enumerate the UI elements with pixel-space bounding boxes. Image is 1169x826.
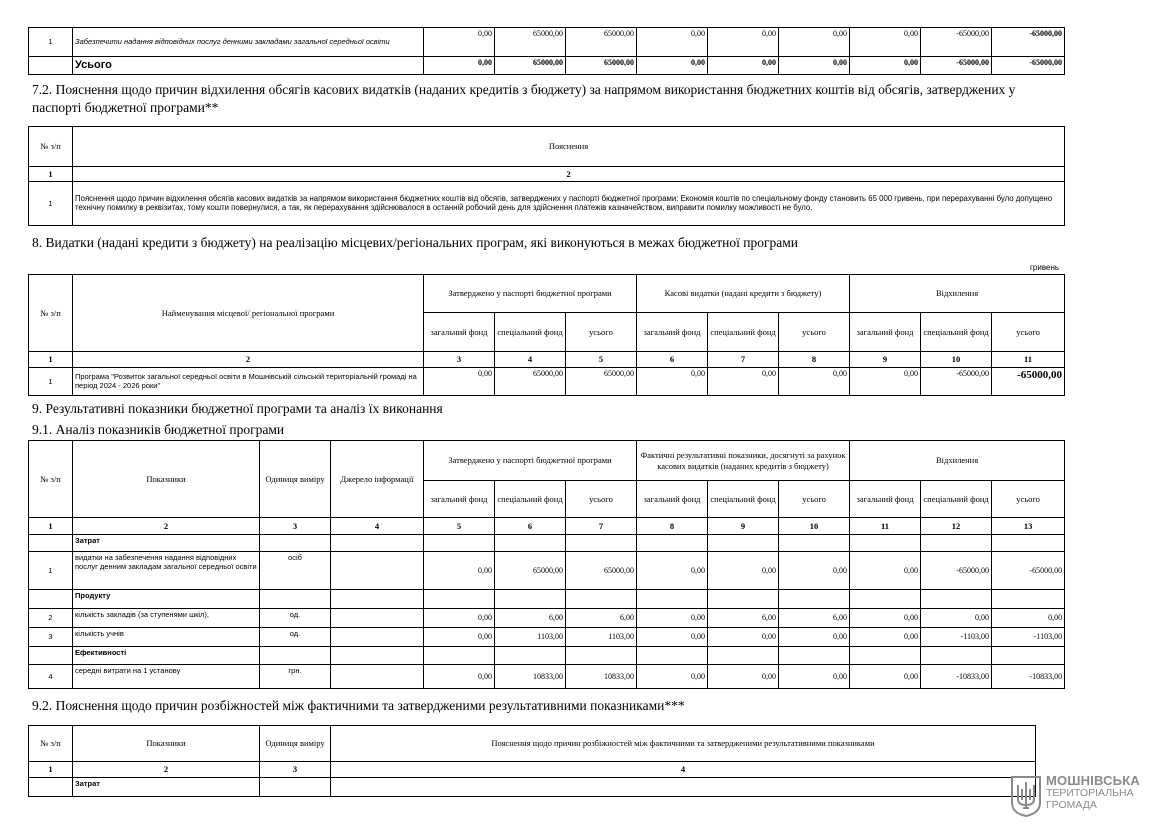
col-index: 8 <box>779 351 850 367</box>
value-cell: 0,00 <box>637 628 708 647</box>
col-indicators-header: Показники <box>73 726 260 762</box>
indicator-unit: осіб <box>260 552 331 590</box>
indicators-analysis-table <box>28 440 1065 689</box>
logo-line-2: ТЕРИТОРІАЛЬНА <box>1046 787 1134 799</box>
indicator-name: кількість закладів (за ступенями шкіл), <box>73 609 260 628</box>
section-9-heading: 9. Результативні показники бюджетної програми та аналіз їх виконання <box>32 401 443 416</box>
sub-general-fund: загальний фонд <box>424 481 495 518</box>
col-source-header: Джерело інформації <box>331 441 424 518</box>
col-index: 5 <box>566 351 637 367</box>
section-9-1-heading: 9.1. Аналіз показників бюджетної програми <box>32 422 285 437</box>
indicator-unit: грн. <box>260 665 331 689</box>
col-index: 5 <box>424 518 495 535</box>
discrepancy-explanation-table <box>28 725 1036 797</box>
value-cell: 0,00 <box>779 552 850 590</box>
col-index: 2 <box>73 518 260 535</box>
indicator-unit: од. <box>260 628 331 647</box>
total-cell: 0,00 <box>779 57 850 75</box>
total-cell: 65000,00 <box>566 57 637 75</box>
col-index: 3 <box>260 518 331 535</box>
value-cell: 65000,00 <box>495 367 566 395</box>
value-cell: 0,00 <box>850 552 921 590</box>
sub-total: усього <box>566 481 637 518</box>
total-cell: -65000,00 <box>992 57 1065 75</box>
sub-general-fund: загальний фонд <box>850 313 921 351</box>
top-summary-table <box>28 27 1065 75</box>
col-explanation-header: Пояснення <box>73 127 1065 167</box>
value-cell: 6,00 <box>495 609 566 628</box>
value-cell: 65000,00 <box>495 28 566 57</box>
cash-group-header: Касові видатки (надані кредити з бюджету) <box>637 275 850 313</box>
value-cell: 0,00 <box>921 609 992 628</box>
col-index: 2 <box>73 167 1065 181</box>
total-cell: 0,00 <box>850 57 921 75</box>
value-cell: 0,00 <box>850 367 921 395</box>
trident-emblem-icon <box>1010 775 1042 817</box>
table-row <box>29 609 1065 628</box>
value-cell: 0,00 <box>424 28 495 57</box>
value-cell: -1103,00 <box>992 628 1065 647</box>
deviation-group-header: Відхилення <box>850 441 1065 481</box>
value-cell: 0,00 <box>637 609 708 628</box>
value-cell: 0,00 <box>708 552 779 590</box>
value-cell: 0,00 <box>992 609 1065 628</box>
value-cell: 0,00 <box>850 628 921 647</box>
col-index: 11 <box>992 351 1065 367</box>
col-index: 8 <box>637 518 708 535</box>
value-cell: 6,00 <box>708 609 779 628</box>
total-cell: 0,00 <box>637 57 708 75</box>
total-cell: 0,00 <box>424 57 495 75</box>
value-cell: -65000,00 <box>921 28 992 57</box>
col-index: 12 <box>921 518 992 535</box>
category-product: Продукту <box>73 590 260 609</box>
value-cell: -10833,00 <box>992 665 1065 689</box>
col-index: 1 <box>29 351 73 367</box>
indicator-name: кількість учнів <box>73 628 260 647</box>
value-cell: 0,00 <box>779 28 850 57</box>
value-cell: 0,00 <box>708 665 779 689</box>
row-number: 1 <box>29 181 73 225</box>
category-costs: Затрат <box>73 777 260 796</box>
actual-group-header: Фактичні результативні показники, досягнуті за рахунок касових видатків (наданих кредитів з бюджету) <box>637 441 850 481</box>
col-index: 7 <box>708 351 779 367</box>
section-9-2-heading: 9.2. Пояснення щодо причин розбіжностей між фактичними та затвердженими результативними показниками*** <box>32 698 685 713</box>
value-cell: 65000,00 <box>566 552 637 590</box>
row-number: 3 <box>29 628 73 647</box>
value-cell: 1103,00 <box>495 628 566 647</box>
explanation-text: Пояснення щодо причин відхилення обсягів касових видатків за напрямом використання бюджетних коштів від обсягів, затверджених у паспорті бюджетної програми: Економія коштів по спеціальному фонду становить 65 000 гривень, при перерахуванні було допущено технічну помилку в реквізитах, тому кошти повернулися, а так, як перерахування здійснювалося в останній робочий день для здійснення платежів казначейством, виправити помилку можливості не було. <box>73 181 1065 225</box>
deviation-group-header: Відхилення <box>850 275 1065 313</box>
value-cell: 65000,00 <box>566 367 637 395</box>
sub-total: усього <box>779 481 850 518</box>
value-cell: -1103,00 <box>921 628 992 647</box>
col-index: 1 <box>29 518 73 535</box>
row-number: 1 <box>29 552 73 590</box>
col-number-header: № з/п <box>29 726 73 762</box>
value-cell: 0,00 <box>779 665 850 689</box>
value-cell: 0,00 <box>779 628 850 647</box>
indicator-unit: од. <box>260 609 331 628</box>
col-index: 4 <box>331 761 1036 777</box>
col-indicators-header: Показники <box>73 441 260 518</box>
row-number: 1 <box>29 367 73 395</box>
category-efficiency: Ефективності <box>73 647 260 665</box>
col-index: 1 <box>29 167 73 181</box>
value-cell: 10833,00 <box>495 665 566 689</box>
col-index: 3 <box>260 761 331 777</box>
local-programs-table <box>28 274 1065 396</box>
row-number: 2 <box>29 609 73 628</box>
col-index: 11 <box>850 518 921 535</box>
indicator-name: середні витрати на 1 установу <box>73 665 260 689</box>
value-cell: 0,00 <box>637 28 708 57</box>
value-cell: 1103,00 <box>566 628 637 647</box>
row-number: 4 <box>29 665 73 689</box>
program-name: Програма "Розвиток загальної середньої освіти в Мошнівській сільській територіальній громаді на період 2024 - 2026 роки" <box>73 367 424 395</box>
value-cell: 65000,00 <box>566 28 637 57</box>
col-index: 6 <box>637 351 708 367</box>
sub-general-fund: загальний фонд <box>637 313 708 351</box>
value-cell: 0,00 <box>779 367 850 395</box>
sub-special-fund: спеціальний фонд <box>495 481 566 518</box>
sub-special-fund: спеціальний фонд <box>921 481 992 518</box>
logo-line-1: МОШНІВСЬКА <box>1046 773 1140 788</box>
currency-unit-label: гривень <box>1030 263 1060 272</box>
value-cell: 0,00 <box>424 665 495 689</box>
community-logo <box>1010 775 1160 817</box>
value-cell: 0,00 <box>637 665 708 689</box>
sub-general-fund: загальний фонд <box>424 313 495 351</box>
value-cell: 0,00 <box>708 28 779 57</box>
table-row <box>29 665 1065 689</box>
logo-line-3: ГРОМАДА <box>1046 799 1097 811</box>
value-cell: 0,00 <box>850 609 921 628</box>
col-number-header: № з/п <box>29 441 73 518</box>
sub-special-fund: спеціальний фонд <box>708 313 779 351</box>
sub-general-fund: загальний фонд <box>850 481 921 518</box>
col-index: 2 <box>73 351 424 367</box>
indicator-name: видатки на забезпечення надання відповідних послуг денним закладам загальної середньої освіти <box>73 552 260 590</box>
value-cell: 0,00 <box>424 367 495 395</box>
approved-group-header: Затверджено у паспорті бюджетної програми <box>424 275 637 313</box>
value-cell: 65000,00 <box>495 552 566 590</box>
value-cell: -65000,00 <box>921 367 992 395</box>
approved-group-header: Затверджено у паспорті бюджетної програми <box>424 441 637 481</box>
section-7-2-heading: 7.2. Пояснення щодо причин відхилення обсягів касових видатків (наданих кредитів з бюджету) за напрямом використання бюджетних коштів від обсягів, затверджених у паспорті бюджетної програми** <box>32 82 1016 115</box>
row-number: 1 <box>29 28 73 57</box>
total-cell: 0,00 <box>708 57 779 75</box>
task-name: Забезпечити надання відповідних послуг денними закладами загальної середньої освіти <box>73 28 424 57</box>
col-index: 1 <box>29 761 73 777</box>
explanation-7-2-table <box>28 126 1065 226</box>
col-unit-header: Одиниця виміру <box>260 726 331 762</box>
sub-total: усього <box>992 313 1065 351</box>
col-index: 4 <box>331 518 424 535</box>
value-cell: 0,00 <box>708 367 779 395</box>
col-index: 9 <box>708 518 779 535</box>
col-index: 4 <box>495 351 566 367</box>
col-program-name-header: Найменування місцевої/ регіональної програми <box>73 275 424 352</box>
col-explanation-header: Пояснення щодо причин розбіжностей між фактичними та затвердженими результативними показниками <box>331 726 1036 762</box>
value-cell: 0,00 <box>637 367 708 395</box>
total-cell: -65000,00 <box>921 57 992 75</box>
table-row <box>29 552 1065 590</box>
logo-text <box>1046 775 1140 811</box>
col-unit-header: Одиниця виміру <box>260 441 331 518</box>
col-index: 10 <box>921 351 992 367</box>
value-cell: 0,00 <box>637 552 708 590</box>
value-cell: 0,00 <box>424 628 495 647</box>
col-index: 3 <box>424 351 495 367</box>
value-cell: -65000,00 <box>921 552 992 590</box>
sub-total: усього <box>779 313 850 351</box>
value-cell: 10833,00 <box>566 665 637 689</box>
col-index: 13 <box>992 518 1065 535</box>
col-index: 9 <box>850 351 921 367</box>
total-label: Усього <box>73 57 424 75</box>
sub-total: усього <box>566 313 637 351</box>
value-cell: 6,00 <box>566 609 637 628</box>
value-cell: -10833,00 <box>921 665 992 689</box>
col-number-header: № з/п <box>29 275 73 352</box>
col-index: 6 <box>495 518 566 535</box>
value-cell: 0,00 <box>424 552 495 590</box>
value-cell: -65000,00 <box>992 552 1065 590</box>
col-index: 2 <box>73 761 260 777</box>
sub-special-fund: спеціальний фонд <box>708 481 779 518</box>
value-cell: 0,00 <box>424 609 495 628</box>
sub-general-fund: загальний фонд <box>637 481 708 518</box>
value-cell: 6,00 <box>779 609 850 628</box>
value-cell: 0,00 <box>708 628 779 647</box>
sub-total: усього <box>992 481 1065 518</box>
col-number-header: № з/п <box>29 127 73 167</box>
col-index: 10 <box>779 518 850 535</box>
total-cell: 65000,00 <box>495 57 566 75</box>
value-cell: -65000,00 <box>992 367 1065 395</box>
value-cell: -65000,00 <box>992 28 1065 57</box>
value-cell: 0,00 <box>850 665 921 689</box>
sub-special-fund: спеціальний фонд <box>495 313 566 351</box>
section-8-heading: 8. Видатки (надані кредити з бюджету) на реалізацію місцевих/регіональних програм, які виконуються в межах бюджетної програми <box>32 235 799 250</box>
category-costs: Затрат <box>73 535 260 552</box>
table-row <box>29 628 1065 647</box>
value-cell: 0,00 <box>850 28 921 57</box>
sub-special-fund: спеціальний фонд <box>921 313 992 351</box>
col-index: 7 <box>566 518 637 535</box>
